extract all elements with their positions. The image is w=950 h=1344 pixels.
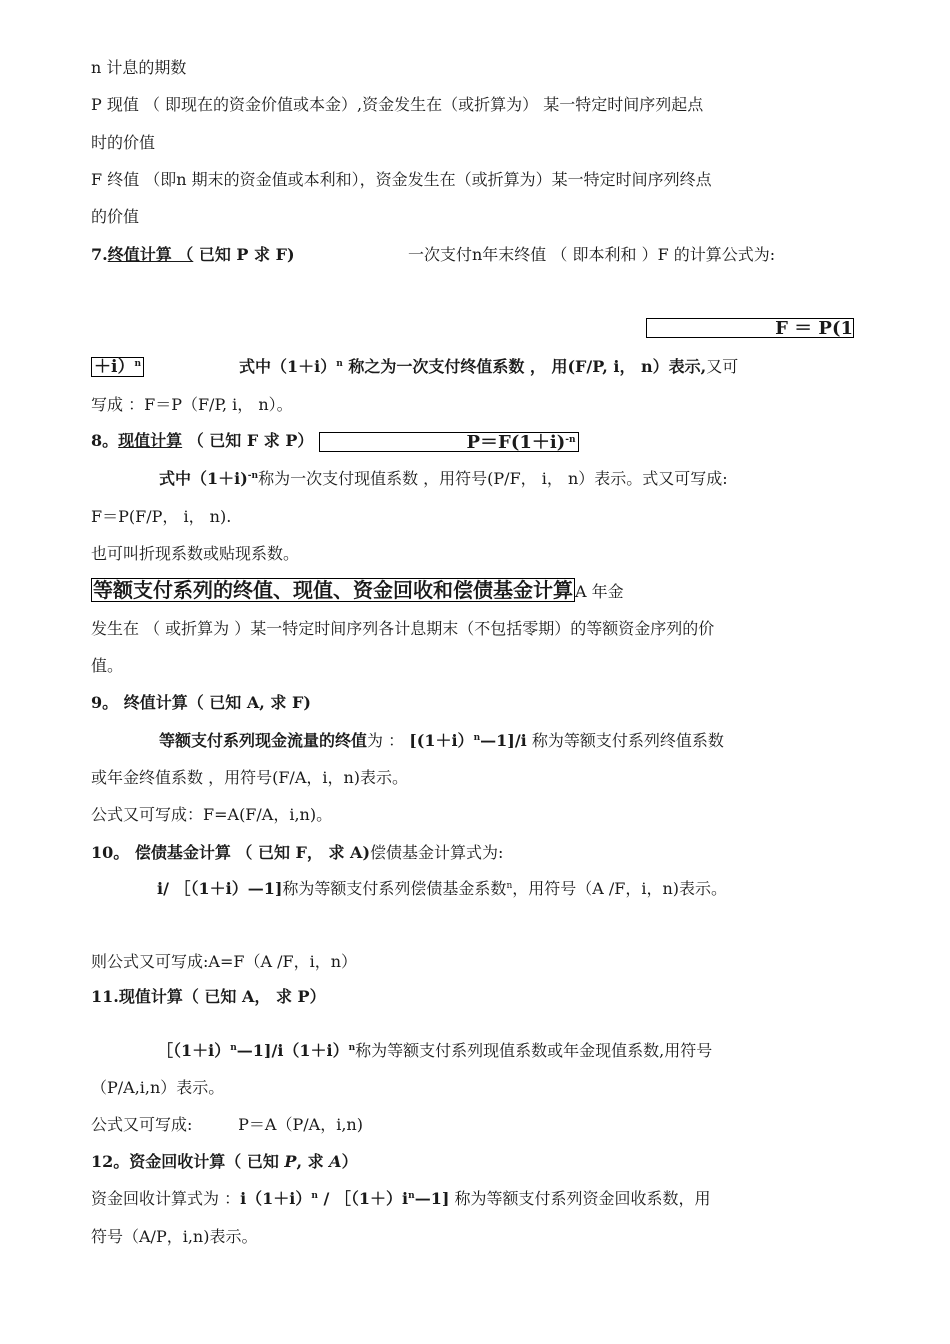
annuity-heading-box: 等额支付系列的终值、现值、资金回收和偿债基金计算 bbox=[93, 578, 573, 602]
text-line: F＝P(F/P， i， n). bbox=[91, 507, 232, 526]
text-line: 的价值 bbox=[91, 207, 140, 226]
formula-pf-box: $P=F(1+i)^{-n}$ bbox=[319, 432, 579, 452]
section-9-heading: 9。 终值计算（ 已知 A, 求 F) bbox=[91, 693, 311, 712]
text-line: 写成 ：F＝P（F/P, i， n）。 bbox=[91, 395, 293, 414]
annuity-heading-line: 等额支付系列的终值、现值、资金回收和偿债基金计算 A 年金 bbox=[93, 578, 624, 602]
text-line: 式中（1＋i)$^{-n}$称为一次支付现值系数 ，用符号(P/F， i， n）表示。式又可写成: bbox=[159, 469, 728, 488]
section-11-heading: 11.现值计算（ 已知 A， 求 P） bbox=[91, 987, 326, 1006]
text-line: 发生在 （ 或折算为 ）某一特定时间序列各计息期末（不包括零期）的等额资金序列的价 bbox=[91, 619, 715, 638]
section-12-heading: 12。资金回收计算（ 已知 P, 求 A） bbox=[91, 1152, 358, 1171]
formula-fp-line: ＋i）$^n$ 式中$(1+i)^n$ 称之为一次支付终值系数 ， 用(F/P, i， n）表示,又可 bbox=[91, 356, 860, 378]
text-line: 值。 bbox=[91, 656, 124, 675]
text-line: 公式又可写成: P＝A（P/A，i,n) bbox=[91, 1115, 363, 1134]
text-line: F 终值 （即n 期末的资金值或本利和），资金发生在（或折算为）某一特定时间序列终点 bbox=[91, 170, 712, 189]
text-line: P 现值 （ 即现在的资金价值或本金）,资金发生在（或折算为） 某一特定时间序列起点 bbox=[91, 95, 704, 114]
formula-fp-box-cont: ＋i）$^n$ bbox=[91, 357, 144, 377]
section-10-heading: 10。 偿债基金计算 （ 已知 F， 求 A)偿债基金计算式为: bbox=[91, 843, 504, 862]
text-line: $[(1+i)^n—1]/i(1+i)^n$称为等额支付系列现值系数或年金现值系数,用符号 bbox=[157, 1041, 713, 1060]
section-8-heading: 8。现值计算 （ 已知 F 求 P） $P=F(1+i)^{-n}$ bbox=[91, 430, 860, 452]
text-line: 或年金终值系数 ，用符号(F/A，i，n)表示。 bbox=[91, 768, 409, 787]
text-line: 资金回收计算式为 ：$i(1+i)^n$ / $[(1+)i^n—1$] 称为等额支付系列资金回收系数，用 bbox=[91, 1189, 711, 1208]
text-line: 等额支付系列现金流量的终值为 ： [(1＋i）$^n$—1]/i 称为等额支付系列终值系数 bbox=[159, 731, 724, 750]
text-line: n 计息的期数 bbox=[91, 58, 187, 77]
text-line: 则公式又可写成:A=F（A /F，i，n） bbox=[91, 952, 358, 971]
text-line: 符号（A/P，i,n)表示。 bbox=[91, 1227, 258, 1246]
text-line: 也可叫折现系数或贴现系数。 bbox=[91, 544, 300, 563]
section-7-heading: 7.终值计算 （ 已知 P 求 F) 一次支付n年末终值 （ 即本利和 ）F 的计算公式为: bbox=[91, 245, 776, 264]
text-line: 公式又可写成：F=A(F/A，i,n)。 bbox=[91, 805, 333, 824]
text-line: 时的价值 bbox=[91, 133, 156, 152]
formula-fp-box: F ＝ P(1 bbox=[646, 318, 854, 338]
text-line: （P/A,i,n）表示。 bbox=[91, 1078, 225, 1097]
text-line: i/ ［（1＋i）—1]称为等额支付系列偿债基金系数$^n$，用符号（A /F，i，n)表示。 bbox=[157, 879, 728, 898]
